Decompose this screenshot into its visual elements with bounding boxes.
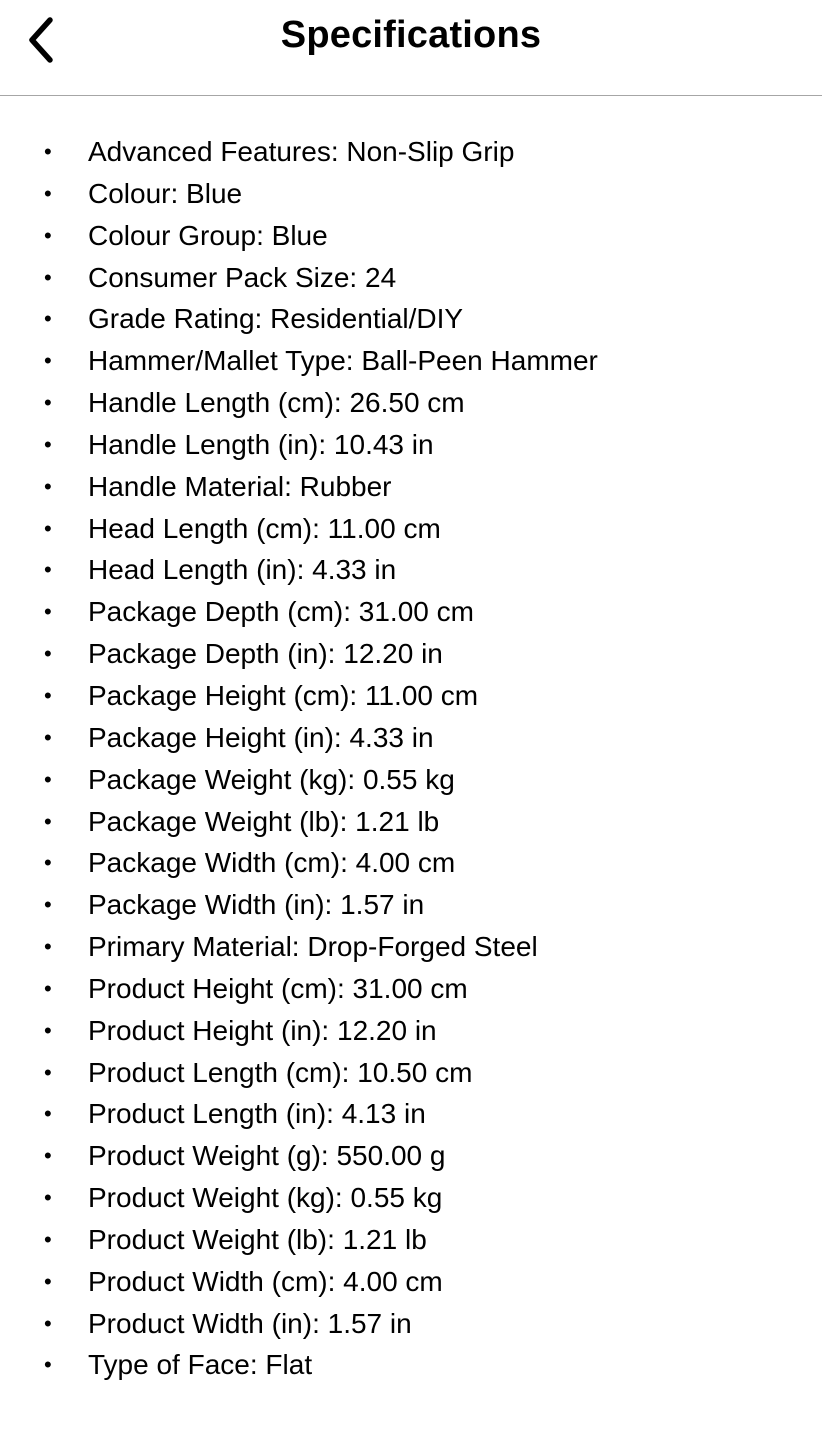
spec-item [0, 842, 822, 884]
page-title: Specifications [280, 14, 542, 56]
bullet: • [44, 1352, 52, 1378]
spec-item [0, 466, 822, 508]
spec-item [0, 257, 822, 299]
bullet: • [44, 1017, 52, 1043]
spec-text: Head Length (cm): 11.00 cm [88, 512, 441, 544]
bullet: • [44, 1059, 52, 1085]
spec-text: Product Length (in): 4.13 in [88, 1098, 426, 1130]
spec-text: Product Weight (g): 550.00 g [88, 1140, 446, 1172]
spec-item [0, 508, 822, 550]
spec-text: Package Depth (cm): 31.00 cm [88, 596, 474, 628]
bullet: • [44, 1310, 52, 1336]
bullet: • [44, 222, 52, 248]
spec-text: Handle Length (cm): 26.50 cm [88, 387, 465, 419]
bullet: • [44, 1185, 52, 1211]
bullet: • [44, 1226, 52, 1252]
spec-item [0, 1177, 822, 1219]
bullet: • [44, 808, 52, 834]
bullet: • [44, 1143, 52, 1169]
spec-text: Product Width (cm): 4.00 cm [88, 1265, 443, 1297]
spec-item [0, 1052, 822, 1094]
spec-text: Package Weight (lb): 1.21 lb [88, 805, 440, 837]
spec-text: Product Height (in): 12.20 in [88, 1014, 437, 1046]
bullet: • [44, 264, 52, 290]
bullet: • [44, 139, 52, 164]
spec-text: Consumer Pack Size: 24 [88, 261, 397, 293]
bullet: • [44, 724, 52, 750]
bullet: • [44, 180, 52, 206]
bullet: • [44, 431, 52, 457]
spec-item [0, 591, 822, 633]
spec-item [0, 1010, 822, 1052]
spec-item [0, 382, 822, 424]
spec-text: Colour: Blue [88, 177, 243, 209]
bullet: • [44, 306, 52, 332]
bullet: • [44, 682, 52, 708]
spec-text: Package Height (cm): 11.00 cm [88, 679, 479, 711]
bullet: • [44, 975, 52, 1001]
spec-text: Primary Material: Drop-Forged Steel [88, 931, 538, 963]
spec-item [0, 1135, 822, 1177]
bullet: • [44, 766, 52, 792]
spec-item [0, 215, 822, 257]
spec-text: Advanced Features: Non-Slip Grip [88, 136, 515, 167]
spec-item [0, 717, 822, 759]
spec-text: Product Weight (lb): 1.21 lb [88, 1223, 427, 1255]
spec-item [0, 633, 822, 675]
spec-text: Package Weight (kg): 0.55 kg [88, 763, 455, 795]
spec-text: Product Height (cm): 31.00 cm [88, 972, 468, 1004]
spec-item [0, 131, 822, 173]
spec-text: Head Length (in): 4.33 in [88, 554, 397, 586]
spec-item [0, 801, 822, 843]
bullet: • [44, 934, 52, 960]
spec-text: Package Height (in): 4.33 in [88, 721, 434, 753]
spec-text: Handle Length (in): 10.43 in [88, 428, 434, 460]
bullet: • [44, 473, 52, 499]
spec-item [0, 675, 822, 717]
bullet: • [44, 850, 52, 876]
bullet: • [44, 641, 52, 667]
spec-text: Package Width (in): 1.57 in [88, 889, 425, 921]
spec-text: Grade Rating: Residential/DIY [88, 303, 464, 335]
spec-item [0, 884, 822, 926]
bullet: • [44, 348, 52, 374]
spec-text: Package Width (cm): 4.00 cm [88, 847, 456, 879]
bullet: • [44, 1268, 52, 1294]
bullet: • [44, 390, 52, 416]
spec-text: Product Weight (kg): 0.55 kg [88, 1182, 443, 1214]
specifications-list [0, 131, 822, 1386]
spec-text: Product Length (cm): 10.50 cm [88, 1056, 473, 1088]
spec-item [0, 1093, 822, 1135]
spec-text: Handle Material: Rubber [88, 470, 392, 502]
spec-item [0, 424, 822, 466]
spec-item [0, 1344, 822, 1386]
spec-text: Colour Group: Blue [88, 219, 328, 251]
spec-item [0, 340, 822, 382]
spec-item [0, 1219, 822, 1261]
bullet: • [44, 1101, 52, 1127]
bullet: • [44, 892, 52, 918]
bullet: • [44, 599, 52, 625]
spec-item [0, 759, 822, 801]
spec-item [0, 549, 822, 591]
spec-text: Type of Face: Flat [88, 1349, 313, 1381]
bullet: • [44, 557, 52, 583]
spec-text: Product Width (in): 1.57 in [88, 1307, 412, 1339]
spec-item [0, 1303, 822, 1345]
spec-text: Package Depth (in): 12.20 in [88, 638, 443, 670]
spec-item [0, 968, 822, 1010]
bullet: • [44, 515, 52, 541]
spec-item [0, 1261, 822, 1303]
spec-item [0, 298, 822, 340]
spec-text: Hammer/Mallet Type: Ball-Peen Hammer [88, 345, 598, 377]
spec-item [0, 173, 822, 215]
navigation-bar [0, 0, 822, 96]
spec-item [0, 926, 822, 968]
